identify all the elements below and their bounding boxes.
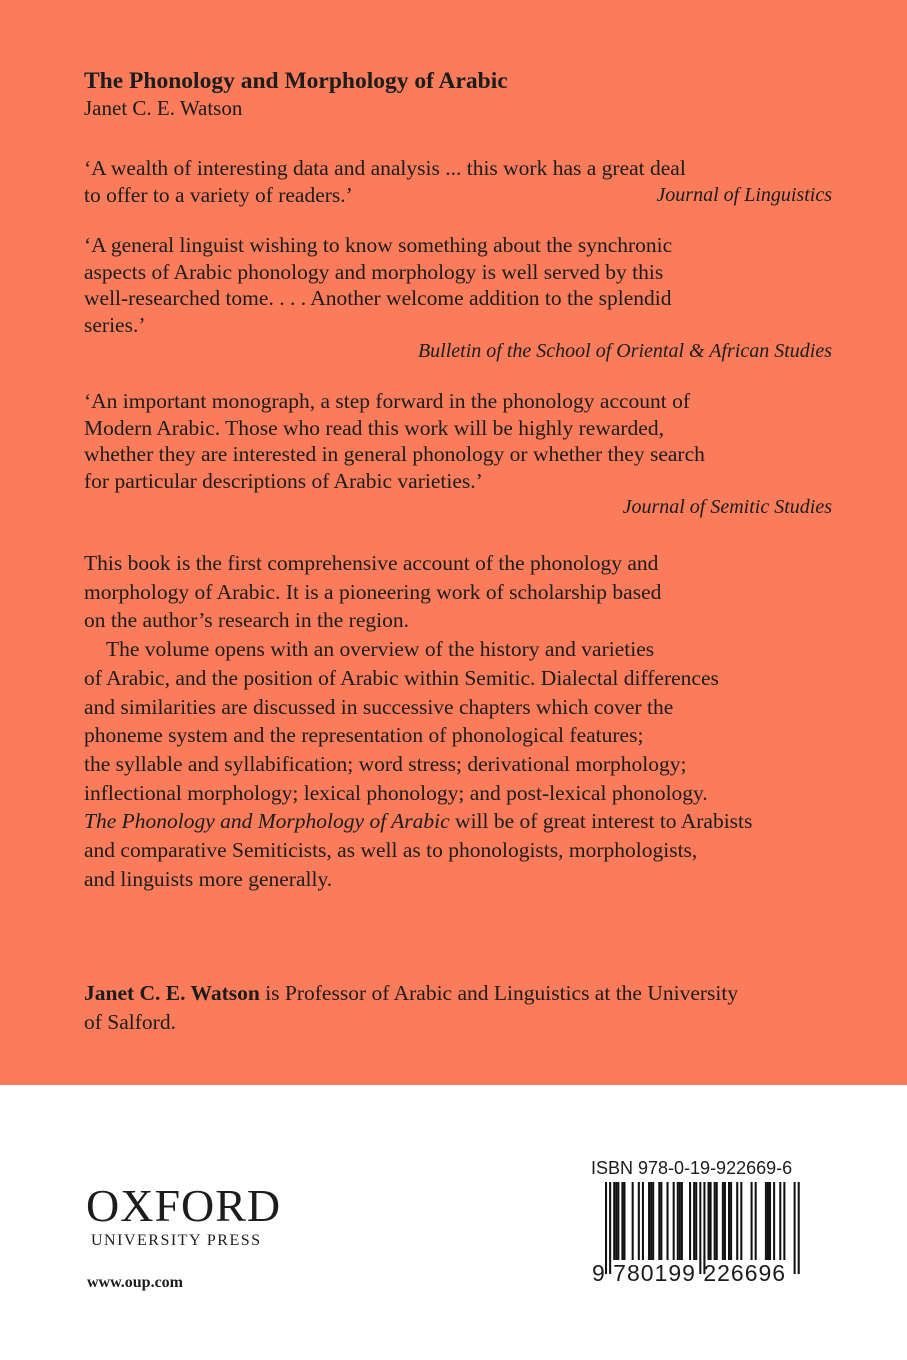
publisher-logo: OXFORD [86,1180,282,1231]
barcode-bar [724,1182,726,1260]
description-line: This book is the first comprehensive account of the phonology and [84,551,659,575]
barcode-bar [677,1182,679,1260]
bio-rest: is Professor of Arabic and Linguistics at the University [259,981,739,1005]
barcode-bar [730,1182,732,1260]
description-line: morphology of Arabic. It is a pioneering work of scholarship based [84,579,662,604]
description-line: and similarities are discussed in successive chapters which cover the [84,694,674,719]
quote-line: for particular descriptions of Arabic varieties.’ [84,468,483,493]
description-line: the syllable and syllabification; word stress; derivational morphology; [84,751,687,776]
description-line [84,807,844,836]
quote-line: to offer to a variety of readers.’ [84,182,353,207]
quote-line: ‘A general linguist wishing to know something about the synchronic [84,233,673,257]
barcode-bar [632,1182,634,1260]
barcode-bar [648,1182,650,1260]
description-line: phoneme system and the representation of phonological features; [84,723,644,748]
barcode-bar [798,1182,800,1274]
barcode-bar [769,1182,771,1260]
barcode-bar [740,1182,742,1260]
review-quote-3 [84,388,844,521]
barcode-bar [695,1182,697,1260]
barcode-bar [638,1182,640,1260]
quote-line: whether they are interested in general phonology or whether they search [84,442,705,466]
description-line: on the author’s research in the region. [84,608,409,633]
barcode-bar [767,1182,769,1260]
barcode-bar [613,1182,615,1260]
barcode-bar [673,1182,675,1260]
barcode-bar [615,1182,617,1260]
barcode-bar [693,1182,695,1260]
quote-line: ‘A wealth of interesting data and analysis ... this work has a great deal [84,156,686,180]
book-description [84,549,844,893]
barcode-bar [751,1182,753,1260]
quote-line: Modern Arabic. Those who read this work will be highly rewarded, [84,415,664,440]
description-line: inflectional morphology; lexical phonology; and post-lexical phonology. [84,780,708,805]
barcode-bar [708,1182,710,1260]
quote-source: Journal of Linguistics [656,183,832,206]
barcode-bar [617,1182,619,1260]
book-title: The Phonology and Morphology of Arabic [84,68,508,94]
quote-line: aspects of Arabic phonology and morphology is well served by this [84,259,664,284]
review-quote-2 [84,232,844,365]
quote-line: series.’ [84,312,146,337]
bio-name: Janet C. E. Watson [84,981,260,1005]
barcode-bar [658,1182,660,1260]
barcode-bar [621,1182,623,1260]
description-line: The volume opens with an overview of the history and varieties [106,637,655,662]
bio-line [84,979,844,1008]
description-after-title: will be of great interest to Arabists [449,809,753,834]
barcode-bar [779,1182,781,1260]
description-line: and linguists more generally. [84,866,333,891]
barcode-bar [660,1182,662,1260]
barcode-bar [755,1182,757,1260]
barcode-bar [736,1182,738,1260]
barcode-bar [716,1182,718,1260]
description-line: and comparative Semiticists, as well as to phonologists, morphologists, [84,838,698,863]
book-author: Janet C. E. Watson [84,96,243,120]
publisher-website: www.oup.com [87,1274,184,1291]
description-line: of Arabic, and the position of Arabic within Semitic. Dialectal differences [84,665,719,690]
barcode-bar [667,1182,669,1260]
barcode-bar [728,1182,730,1260]
barcode-bar [689,1182,691,1260]
barcode-bar [623,1182,625,1260]
barcode-bar [650,1182,652,1260]
quote-source: Journal of Semitic Studies [622,496,832,518]
barcode-bar [679,1182,681,1260]
publisher-subtitle: UNIVERSITY PRESS [91,1232,262,1249]
barcode-bar [714,1182,716,1260]
barcode-bar [642,1182,644,1260]
quote-line: ‘An important monograph, a step forward in the phonology account of [84,389,691,413]
quote-line: well-researched tome. . . . Another welcome addition to the splendid [84,286,672,310]
description-italic-title: The Phonology and Morphology of Arabic [84,809,450,834]
barcode-bar [783,1182,785,1260]
isbn-label: ISBN 978-0-19-922669-6 [591,1158,793,1178]
review-quote-1 [84,155,844,208]
author-bio [84,979,844,1037]
barcode-bar [722,1182,724,1260]
barcode-bar [773,1182,775,1260]
barcode-bar [710,1182,712,1260]
barcode-digits: 9 780199 226696 [592,1260,787,1286]
barcode-bar [765,1182,767,1260]
quote-source: Bulletin of the School of Oriental & African Studies [417,340,832,362]
barcode-bar [681,1182,683,1260]
bio-line: of Salford. [84,1010,176,1034]
barcode-bar [794,1182,796,1274]
barcode-bar [652,1182,654,1260]
